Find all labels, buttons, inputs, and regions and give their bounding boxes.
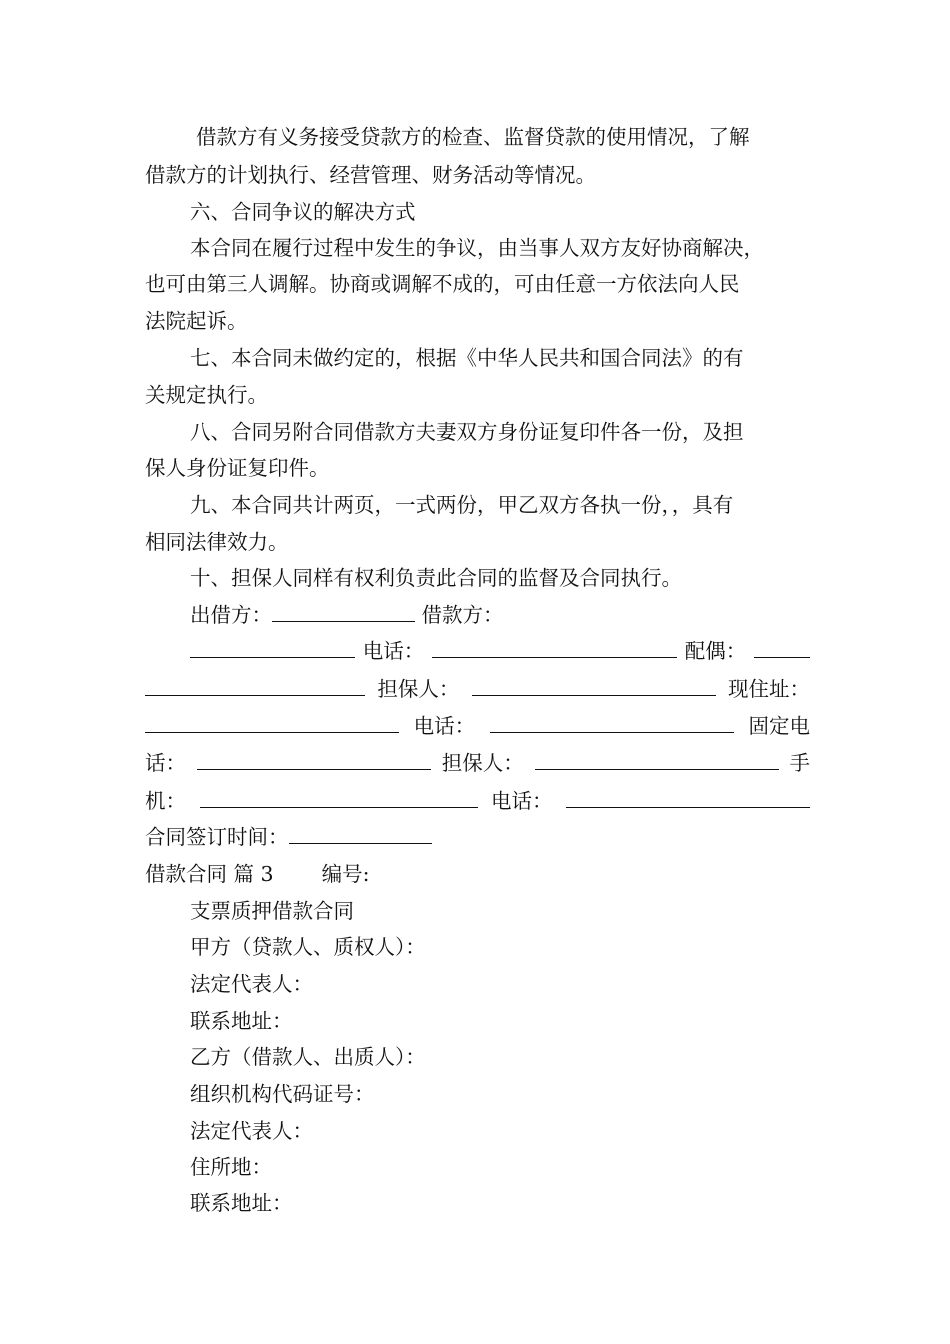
paragraph-line: 八、合同另附合同借款方夫妻双方身份证复印件各一份，及担 (190, 420, 744, 444)
borrower-blank (190, 637, 355, 658)
paragraph-line: 借款方的计划执行、经营管理、财务活动等情况。 (145, 163, 596, 187)
contract-title: 支票质押借款合同 (190, 899, 354, 923)
party-b-line: 乙方（借款人、出质人）： (190, 1045, 426, 1069)
paragraph-line: 本合同在履行过程中发生的争议，由当事人双方友好协商解决， (190, 236, 764, 260)
landline-label: 固定电 (748, 714, 810, 738)
section-heading: 六、合同争议的解决方式 (190, 200, 416, 224)
spouse-blank-cont (145, 675, 365, 696)
mobile-label-cont: 机： (145, 789, 186, 813)
signature-row-phone-spouse (190, 637, 810, 665)
guarantor-label: 担保人： (377, 677, 460, 701)
paragraph-line: 保人身份证复印件。 (145, 456, 330, 480)
phone-blank (566, 787, 810, 808)
domicile-line: 住所地： (190, 1155, 272, 1179)
signature-row-landline (145, 749, 810, 777)
mobile-blank (200, 787, 478, 808)
phone-label: 电话： (413, 714, 476, 738)
sign-date-label: 合同签订时间： (145, 825, 289, 849)
borrower-label: 借款方： (421, 603, 504, 627)
phone-blank (432, 637, 677, 658)
signature-row-guarantor (145, 675, 810, 703)
section-3-heading-row (145, 860, 810, 888)
contact-a-line: 联系地址： (190, 1009, 293, 1033)
landline-blank (197, 749, 431, 770)
signature-row-lender (190, 601, 810, 629)
phone-label: 电话： (491, 789, 553, 813)
spouse-blank (754, 637, 810, 658)
address-blank (145, 712, 399, 733)
paragraph-line: 十、担保人同样有权利负责此合同的监督及合同执行。 (190, 566, 682, 590)
lender-blank (272, 601, 415, 622)
section-3-heading: 借款合同 篇 3 (145, 862, 274, 886)
legal-rep-b-line: 法定代表人： (190, 1119, 313, 1143)
phone-blank (490, 712, 734, 733)
legal-rep-a-line: 法定代表人： (190, 972, 313, 996)
sign-date-blank (289, 823, 432, 844)
party-a-line: 甲方（贷款人、质权人）： (190, 935, 426, 959)
paragraph-line: 也可由第三人调解。协商或调解不成的，可由任意一方依法向人民 (145, 272, 740, 296)
signature-row-address (145, 712, 810, 740)
paragraph-line: 法院起诉。 (145, 309, 248, 333)
contract-number-label: 编号: (321, 862, 370, 886)
spouse-label: 配偶： (684, 639, 747, 663)
paragraph-line: 关规定执行。 (145, 383, 268, 407)
mobile-label: 手 (789, 751, 810, 775)
landline-label-cont: 话： (145, 751, 186, 775)
contact-b-line: 联系地址： (190, 1191, 293, 1215)
signature-row-date (145, 823, 810, 851)
guarantor-blank (535, 749, 779, 770)
paragraph-line: 九、本合同共计两页，一式两份，甲乙双方各执一份，，具有 (190, 493, 734, 517)
address-label: 现住址： (727, 677, 810, 701)
guarantor-blank (472, 675, 716, 696)
paragraph-line: 借款方有义务接受贷款方的检查、监督贷款的使用情况，了解 (196, 125, 750, 149)
signature-row-mobile (145, 787, 810, 815)
guarantor-label: 担保人： (441, 751, 524, 775)
lender-label: 出借方： (190, 603, 272, 627)
paragraph-line: 七、本合同未做约定的，根据《中华人民共和国合同法》的有 (190, 346, 744, 370)
paragraph-line: 相同法律效力。 (145, 530, 289, 554)
org-code-line: 组织机构代码证号： (190, 1082, 375, 1106)
phone-label: 电话： (362, 639, 425, 663)
